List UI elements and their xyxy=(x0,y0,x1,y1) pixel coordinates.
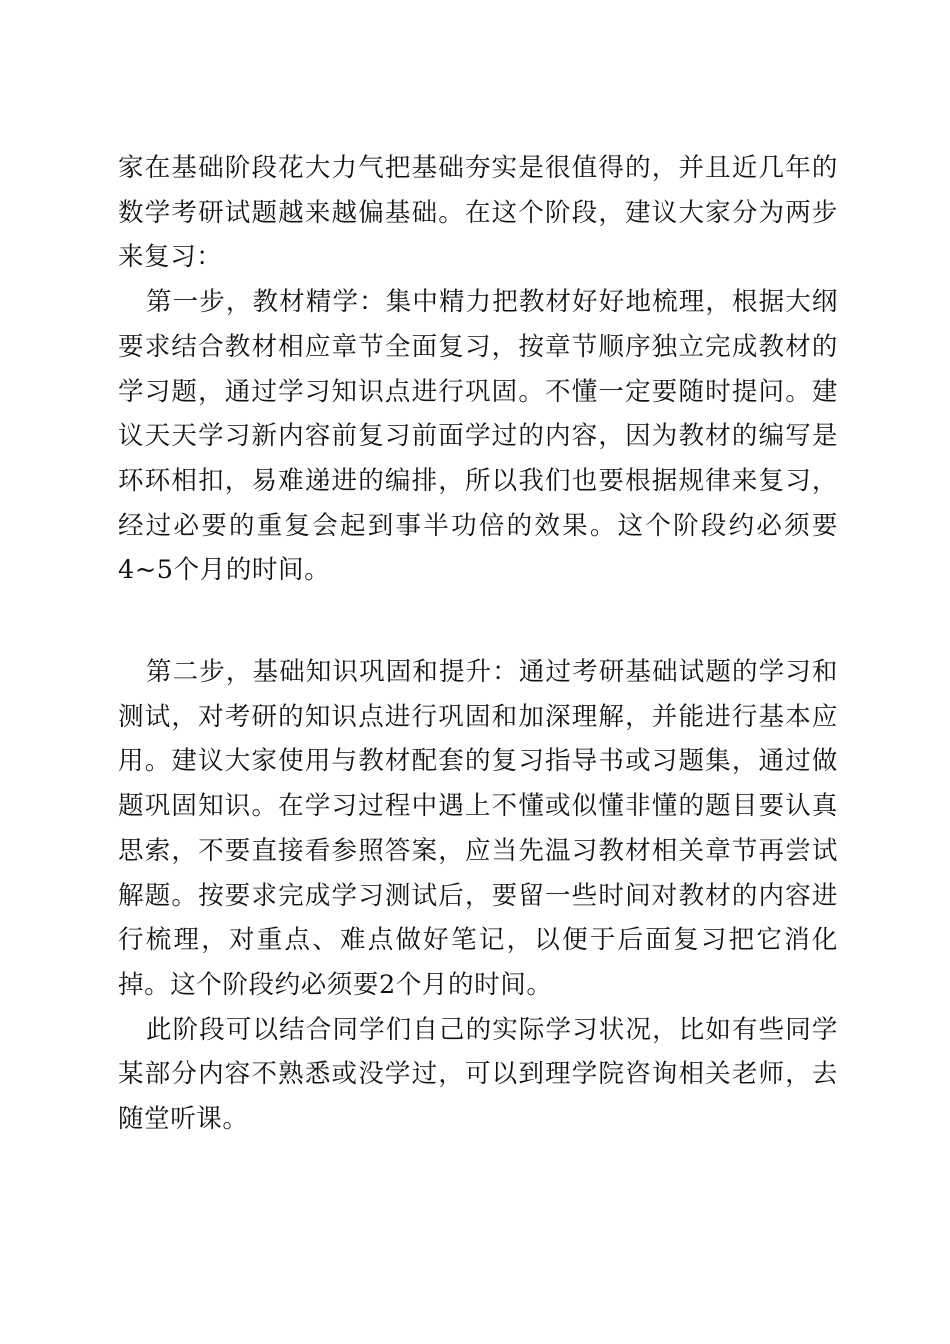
paragraph-step-one: 第一步，教材精学：集中精力把教材好好地梳理，根据大纲要求结合教材相应章节全面复习，按章节顺序独立完成教材的学习题，通过学习知识点进行巩固。不懂一定要随时提问。建议天天学习新内容前复习前面学过的内容，因为教材的编写是环环相扣，易难递进的编排，所以我们也要根据规律来复习，经过必要的重复会起到事半功倍的效果。这个阶段约必须要4~5个月的时间。 xyxy=(118,287,838,586)
paragraph-intro: 家在基础阶段花大力气把基础夯实是很值得的，并且近几年的数学考研试题越来越偏基础。在这个阶段，建议大家分为两步来复习： xyxy=(118,153,838,273)
paragraph-closing: 此阶段可以结合同学们自己的实际学习状况，比如有些同学某部分内容不熟悉或没学过，可以到理学院咨询相关老师，去随堂听课。 xyxy=(118,1014,838,1135)
document-body xyxy=(118,146,838,1142)
paragraph-step-two: 第二步，基础知识巩固和提升：通过考研基础试题的学习和测试，对考研的知识点进行巩固和加深理解，并能进行基本应用。建议大家使用与教材配套的复习指导书或习题集，通过做题巩固知识。在学习过程中遇上不懂或似懂非懂的题目要认真思索，不要直接看参照答案，应当先温习教材相关章节再尝试解题。按要求完成学习测试后，要留一些时间对教材的内容进行梳理，对重点、难点做好笔记，以便于后面复习把它消化掉。这个阶段约必须要2个月的时间。 xyxy=(118,657,838,1000)
